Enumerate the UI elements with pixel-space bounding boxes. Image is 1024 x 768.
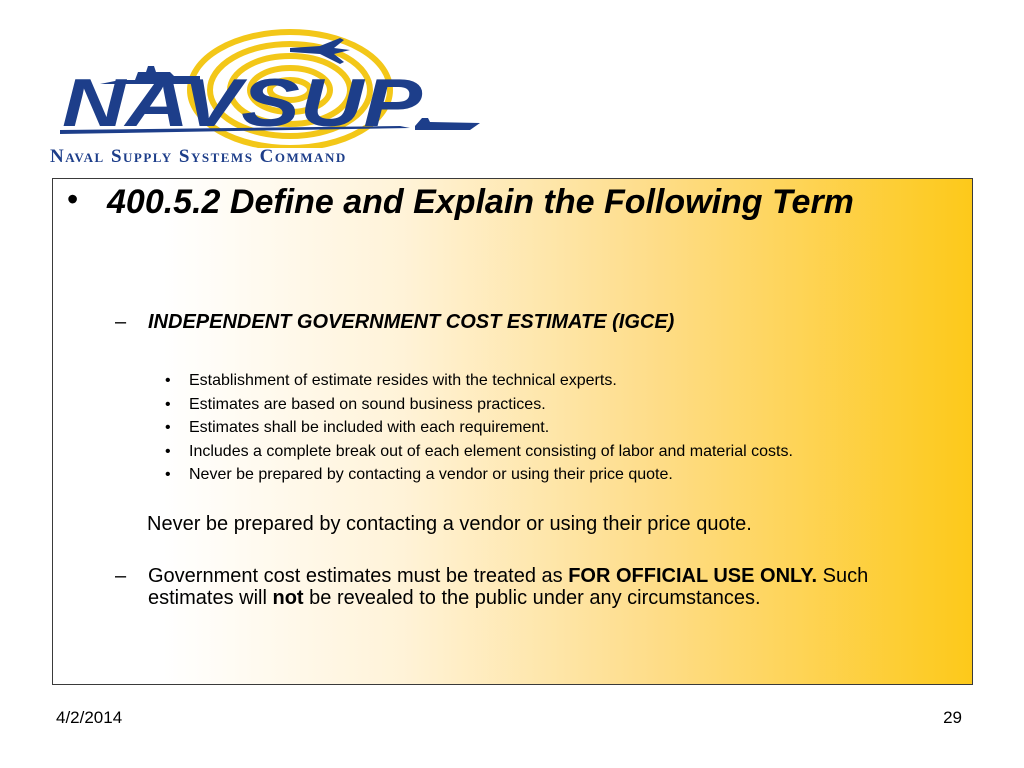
slide-title: 400.5.2 Define and Explain the Following Term <box>107 183 854 221</box>
subheading: INDEPENDENT GOVERNMENT COST ESTIMATE (IGCE) <box>148 311 675 333</box>
final-dash: – <box>115 565 127 587</box>
note-text: Never be prepared by contacting a vendor or using their price quote. <box>147 513 752 535</box>
title-bullet: • <box>67 181 79 217</box>
point-bullet: • <box>165 372 171 389</box>
final-part3: be revealed to the public under any circumstances. <box>303 587 761 609</box>
footer-date: 4/2/2014 <box>56 708 123 727</box>
point-bullet: • <box>165 395 171 413</box>
final-part2: Such estimates will <box>148 565 869 609</box>
point-text: Estimates are based on sound business practices. <box>189 395 546 413</box>
list-item <box>165 393 793 417</box>
list-item <box>165 416 793 440</box>
point-text: Never be prepared by contacting a vendor or using their price quote. <box>189 466 673 483</box>
list-item <box>165 440 793 464</box>
point-bullet: • <box>165 442 171 460</box>
fouo-emphasis: FOR OFFICIAL USE ONLY. <box>568 565 818 587</box>
subheading-row <box>115 311 674 334</box>
page-number: 29 <box>943 708 962 727</box>
title-row <box>63 179 943 221</box>
final-row <box>115 565 938 609</box>
point-bullet: • <box>165 419 171 436</box>
not-emphasis: not <box>272 587 304 609</box>
navsup-emblem-icon <box>50 28 480 148</box>
final-part1: Government cost estimates must be treated as <box>148 565 569 587</box>
list-item <box>165 463 793 487</box>
content-box <box>52 178 973 685</box>
point-text: Establishment of estimate resides with the technical experts. <box>189 372 617 389</box>
point-bullet: • <box>165 466 171 483</box>
list-item <box>165 369 793 393</box>
navsup-logo <box>50 28 480 168</box>
navsup-wordmark: NAVSUP <box>62 65 423 141</box>
point-text: Includes a complete break out of each element consisting of labor and material costs. <box>189 442 793 460</box>
subheading-dash: – <box>115 311 127 333</box>
final-text <box>148 565 938 609</box>
point-list <box>165 369 793 487</box>
logo-tagline: Naval Supply Systems Command <box>50 146 347 167</box>
point-text: Estimates shall be included with each requirement. <box>189 419 550 436</box>
